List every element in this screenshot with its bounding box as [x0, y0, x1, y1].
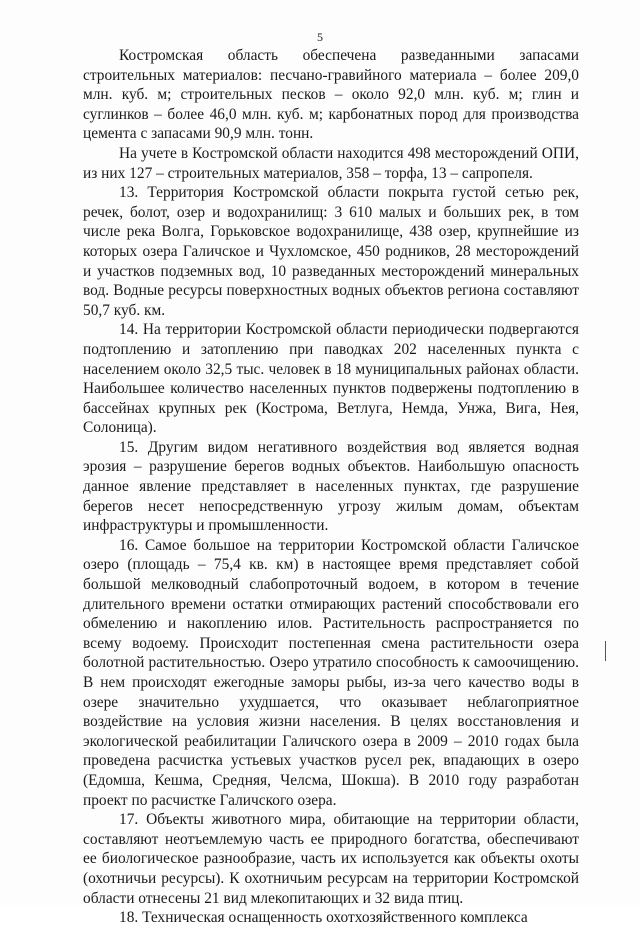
paragraph-building-materials: Костромская область обеспечена разведанными запасами строительных материалов: песчано-гравийного материала – более 209,0 млн. куб. м; строительных песков – около 92,0 млн. куб. м; глин и суглинков – более 46,0 млн. куб. м; карбонатных пород для производства цемента с запасами 90,9 млн. тонн. — [83, 47, 579, 143]
paragraph-13-water-network: 13. Территория Костромской области покрыта густой сетью рек, речек, болот, озер и водохранилищ: 3 610 малых и больших рек, в том числе река Волга, Горьковское водохранилище, 438 озер, крупнейшие из которых озера Галичское и Чухломское, 450 родников, 28 месторождений и участков подземных вод, 10 разведанных месторождений минеральных вод. Водные ресурсы поверхностных водных объектов региона составляют 50,7 куб. км. — [83, 184, 579, 319]
paragraph-14-flooding: 14. На территории Костромской области периодически подвергаются подтоплению и затоплению при паводках 202 населенных пункта с населением около 32,5 тыс. человек в 18 муниципальных районах области. Наибольшее количество населенных пунктов подвержены подтоплению в бассейнах крупных рек (Кострома, Ветлуга, Немда, Унжа, Вига, Нея, Солоница). — [83, 321, 579, 437]
paragraph-18-hunting-equipment: 18. Техническая оснащенность охотхозяйственного комплекса — [119, 909, 528, 927]
paragraph-17-wildlife: 17. Объекты животного мира, обитающие на территории области, составляют неотъемлемую часть ее природного богатства, обеспечивают ее биологическое разнообразие, часть их используется как объекты охоты (охотничьи ресурсы). К охотничьим ресурсам на территории Костромской области отнесены 21 вид млекопитающих и 32 вида птиц. — [83, 811, 579, 907]
paragraph-16-galich-lake: 16. Самое большое на территории Костромской области Галичское озеро (площадь – 75,4 кв. км) в настоящее время представляет собой большой мелководный слабопроточный водоем, в котором в течение длительного времени остатки отмирающих растений способствовали его обмелению и накоплению илов. Растительность распространяется по всему водоему. Происходит постепенная смена растительности озера болотной растительностью. Озеро утратило способность к самоочищению. В нем происходят ежегодные заморы рыбы, из-за чего качество воды в озере значительно ухудшается, что оказывает неблагоприятное воздействие на условия жизни населения. В целях восстановления и экологической реабилитации Галичского озера в 2009 – 2010 годах была проведена расчистка устьевых участков русел рек, впадающих в озеро (Едомша, Кешма, Средняя, Челсма, Шокша). В 2010 году разработан проект по расчистке Галичского озера. — [83, 536, 579, 809]
page-number: 5 — [317, 30, 323, 44]
paragraph-15-erosion: 15. Другим видом негативного воздействия вод является водная эрозия – разрушение берегов водных объектов. Наибольшую опасность данное явление представляет в населенных пунктах, где разрушение берегов несет непосредственную угрозу жилым домам, объектам инфраструктуры и промышленности. — [83, 438, 579, 535]
paragraph-deposits-count: На учете в Костромской области находится 498 месторождений ОПИ, из них 127 – строительных материалов, 358 – торфа, 13 – сапропеля. — [83, 144, 579, 182]
body-text — [83, 46, 579, 928]
margin-mark — [604, 641, 607, 661]
